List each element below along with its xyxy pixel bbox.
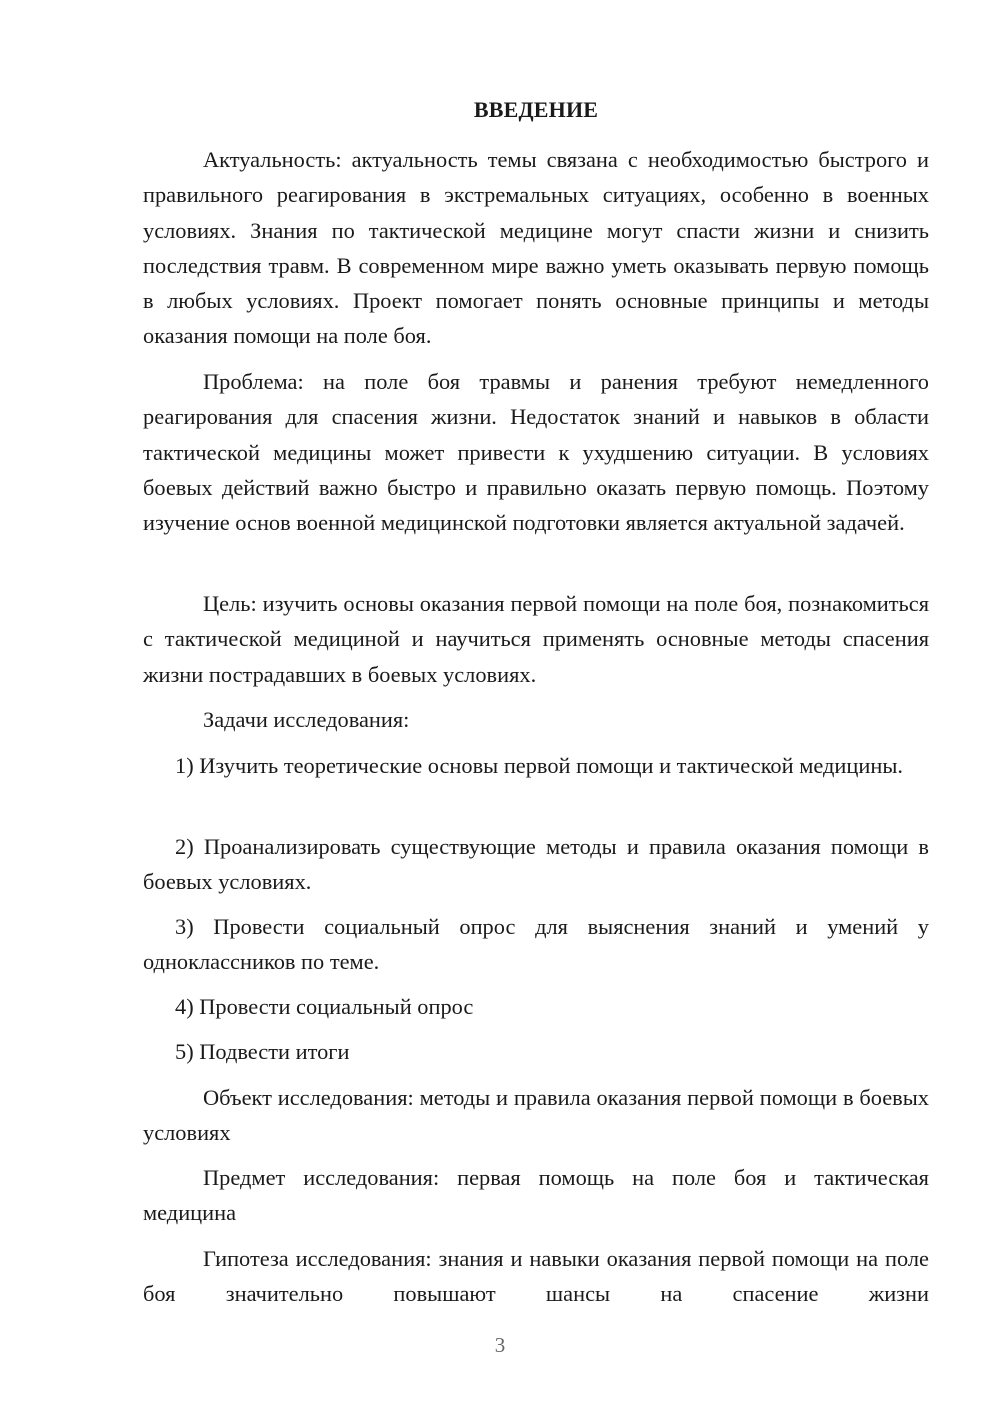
hypothesis-paragraph: Гипотеза исследования: знания и навыки оказания первой помощи на поле боя значительно повышают шансы на спасение жизни: [143, 1246, 929, 1307]
page-number: 3: [494, 1333, 506, 1357]
goal-paragraph: Цель: изучить основы оказания первой помощи на поле боя, познакомиться с тактической медициной и научиться применять основные методы спасения жизни пострадавших в боевых условиях.: [143, 591, 929, 687]
page-title: ВВЕДЕНИЕ: [473, 97, 599, 122]
task-item-5: 5) Подвести итоги: [175, 1039, 350, 1064]
task-item-3: 3) Провести социальный опрос для выяснения знаний и умений у одноклассников по теме.: [143, 914, 929, 975]
task-item-1: 1) Изучить теоретические основы первой помощи и тактической медицины.: [175, 753, 903, 778]
subject-paragraph: Предмет исследования: первая помощь на поле боя и тактическая медицина: [143, 1165, 929, 1226]
object-paragraph: Объект исследования: методы и правила оказания первой помощи в боевых условиях: [143, 1085, 929, 1146]
relevance-paragraph: Актуальность: актуальность темы связана с необходимостью быстрого и правильного реагирования в экстремальных ситуациях, особенно в военных условиях. Знания по тактической медицине могут спасти жизни и снизить последствия травм. В современном мире важно уметь оказывать первую помощь в любых условиях. Проект помогает понять основные принципы и методы оказания помощи на поле боя.: [143, 147, 929, 349]
problem-paragraph: Проблема: на поле боя травмы и ранения требуют немедленного реагирования для спасения жизни. Недостаток знаний и навыков в области тактической медицины может привести к ухудшению ситуации. В условиях боевых действий важно быстро и правильно оказать первую помощь. Поэтому изучение основ военной медицинской подготовки является актуальной задачей.: [143, 369, 929, 536]
task-item-2: 2) Проанализировать существующие методы и правила оказания помощи в боевых условиях.: [143, 834, 929, 895]
task-item-4: 4) Провести социальный опрос: [175, 994, 474, 1019]
tasks-heading: Задачи исследования:: [203, 707, 410, 732]
